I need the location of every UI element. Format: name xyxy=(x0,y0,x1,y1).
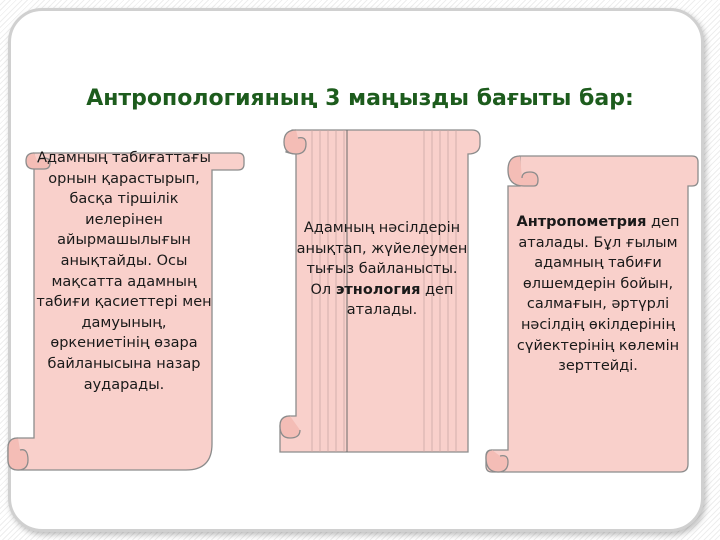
scroll-text-3 xyxy=(508,212,688,377)
scroll-2-bold-term: этнология xyxy=(335,281,421,298)
scroll-card-1 xyxy=(6,148,244,474)
scroll-3-text-after: деп аталады. Бұл ғылым адамның табиғи өлшемдерін бойын, салмағын, әртүрлі нәсілдің өкілдерінің сүйектерінің көлемін зерттейді. xyxy=(516,214,680,375)
scroll-3-bold-term: Антропометрия xyxy=(516,214,647,230)
slide-title: Антропологияның 3 маңызды бағыты бар: xyxy=(86,86,634,111)
scroll-2-text-before: Адамның нәсілдерін анықтап, жүйелеумен тығыз байланысты. Ол xyxy=(296,220,468,298)
scroll-1-text: Адамның табиғаттағы орнын қарастырып, басқа тіршілік иелерінен айырмашылығын анықтайды. Осы мақсатта адамның табиғи қасиеттері мен дамуының, өркениетінің өзара байланысына назар аударады. xyxy=(36,150,212,393)
scroll-text-2 xyxy=(296,218,468,321)
scroll-card-2 xyxy=(272,126,482,461)
scroll-2-text-after: деп аталады. xyxy=(346,281,454,319)
scroll-text-1 xyxy=(36,148,212,395)
scroll-card-3 xyxy=(482,152,700,484)
